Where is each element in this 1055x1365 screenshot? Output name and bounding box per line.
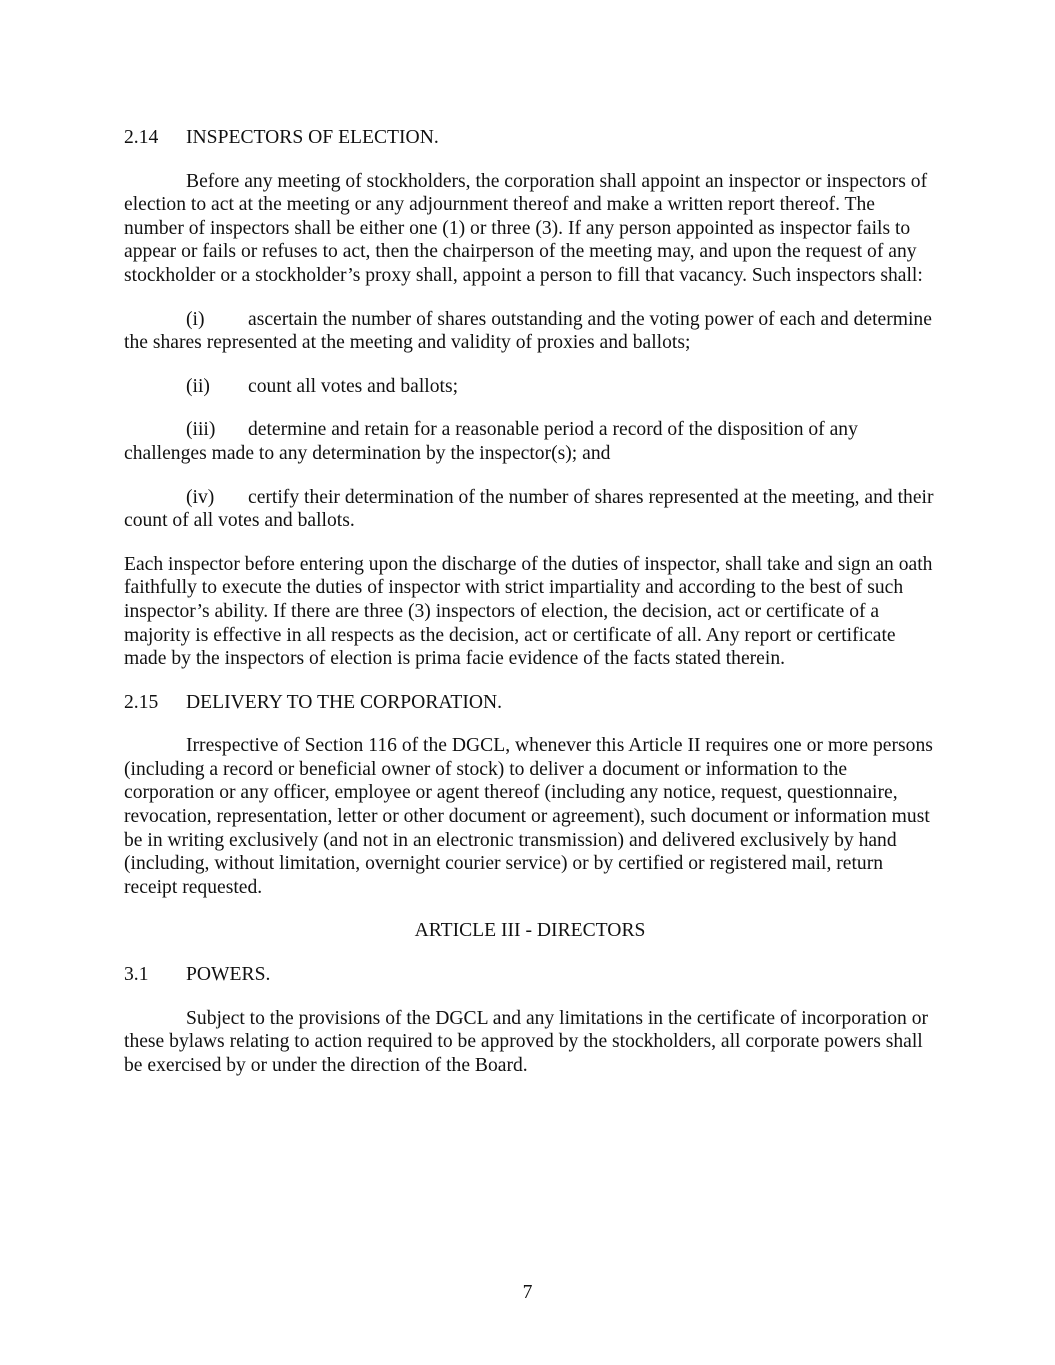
list-item-label: (i) <box>186 308 205 330</box>
list-item-i <box>124 308 936 355</box>
section-heading-2-14 <box>124 126 936 150</box>
list-item-label: (ii) <box>186 375 210 397</box>
section-heading-2-15 <box>124 691 936 715</box>
section-title: POWERS. <box>186 964 271 986</box>
article-heading: ARTICLE III - DIRECTORS <box>414 920 646 942</box>
list-item-iii <box>124 418 936 465</box>
list-item-label: (iv) <box>186 486 215 508</box>
list-item-text: count all votes and ballots; <box>248 375 459 397</box>
list-item-ii <box>124 375 936 399</box>
list-item-text: certify their determination of the number of shares represented at the meeting, and their count of all votes and ballots. <box>124 486 934 532</box>
list-item-text: determine and retain for a reasonable period a record of the disposition of any challenges made to any determination by the inspector(s); and <box>124 419 858 464</box>
section-title: INSPECTORS OF ELECTION. <box>186 127 439 148</box>
section-heading-3-1 <box>124 963 936 987</box>
section-3-1-body: Subject to the provisions of the DGCL and any limitations in the certificate of incorporation or these bylaws relating to action required to be approved by the stockholders, all corporate powers shall be exercised by or under the direction of the Board. <box>124 1007 929 1076</box>
section-2-14-intro: Before any meeting of stockholders, the corporation shall appoint an inspector or inspectors of election to act at the meeting or any adjournment thereof and make a written report thereof. The number of inspectors shall be either one (1) or three (3). If any person appointed as inspector fails to appear or fails or refuses to act, then the chairperson of the meeting may, and upon the request of any stockholder or a stockholder’s proxy shall, appoint a person to fill that vacancy. Such inspectors shall: <box>124 170 928 286</box>
section-2-14-closing: Each inspector before entering upon the discharge of the duties of inspector, shall take and sign an oath faithfully to execute the duties of inspector with strict impartiality and according to the best of such inspector’s ability. If there are three (3) inspectors of election, the decision, act or certificate of a majority is effective in all respects as the decision, act or certificate of all. Any report or certificate made by the inspectors of election is prima facie evidence of the facts stated therein. <box>124 553 933 670</box>
list-item-label: (iii) <box>186 419 216 441</box>
section-number: 2.14 <box>124 127 159 148</box>
page-number: 7 <box>522 1282 533 1303</box>
document-page <box>124 126 936 1097</box>
list-item-text: ascertain the number of shares outstanding and the voting power of each and determine the shares represented at the meeting and validity of proxies and ballots; <box>124 308 932 354</box>
section-number: 2.15 <box>124 691 159 713</box>
section-title: DELIVERY TO THE CORPORATION. <box>186 691 503 713</box>
list-item-iv <box>124 486 936 533</box>
section-2-15-body: Irrespective of Section 116 of the DGCL, whenever this Article II requires one or more persons (including a record or beneficial owner of stock) to deliver a document or information to the corporation or any officer, employee or agent thereof (including any notice, request, questionnaire, revocation, representation, letter or other document or agreement), such document or information must be in writing exclusively (and not in an electronic transmission) and delivered exclusively by hand (including, without limitation, overnight courier service) or by certified or registered mail, return receipt requested. <box>124 735 933 898</box>
section-number: 3.1 <box>124 964 149 986</box>
